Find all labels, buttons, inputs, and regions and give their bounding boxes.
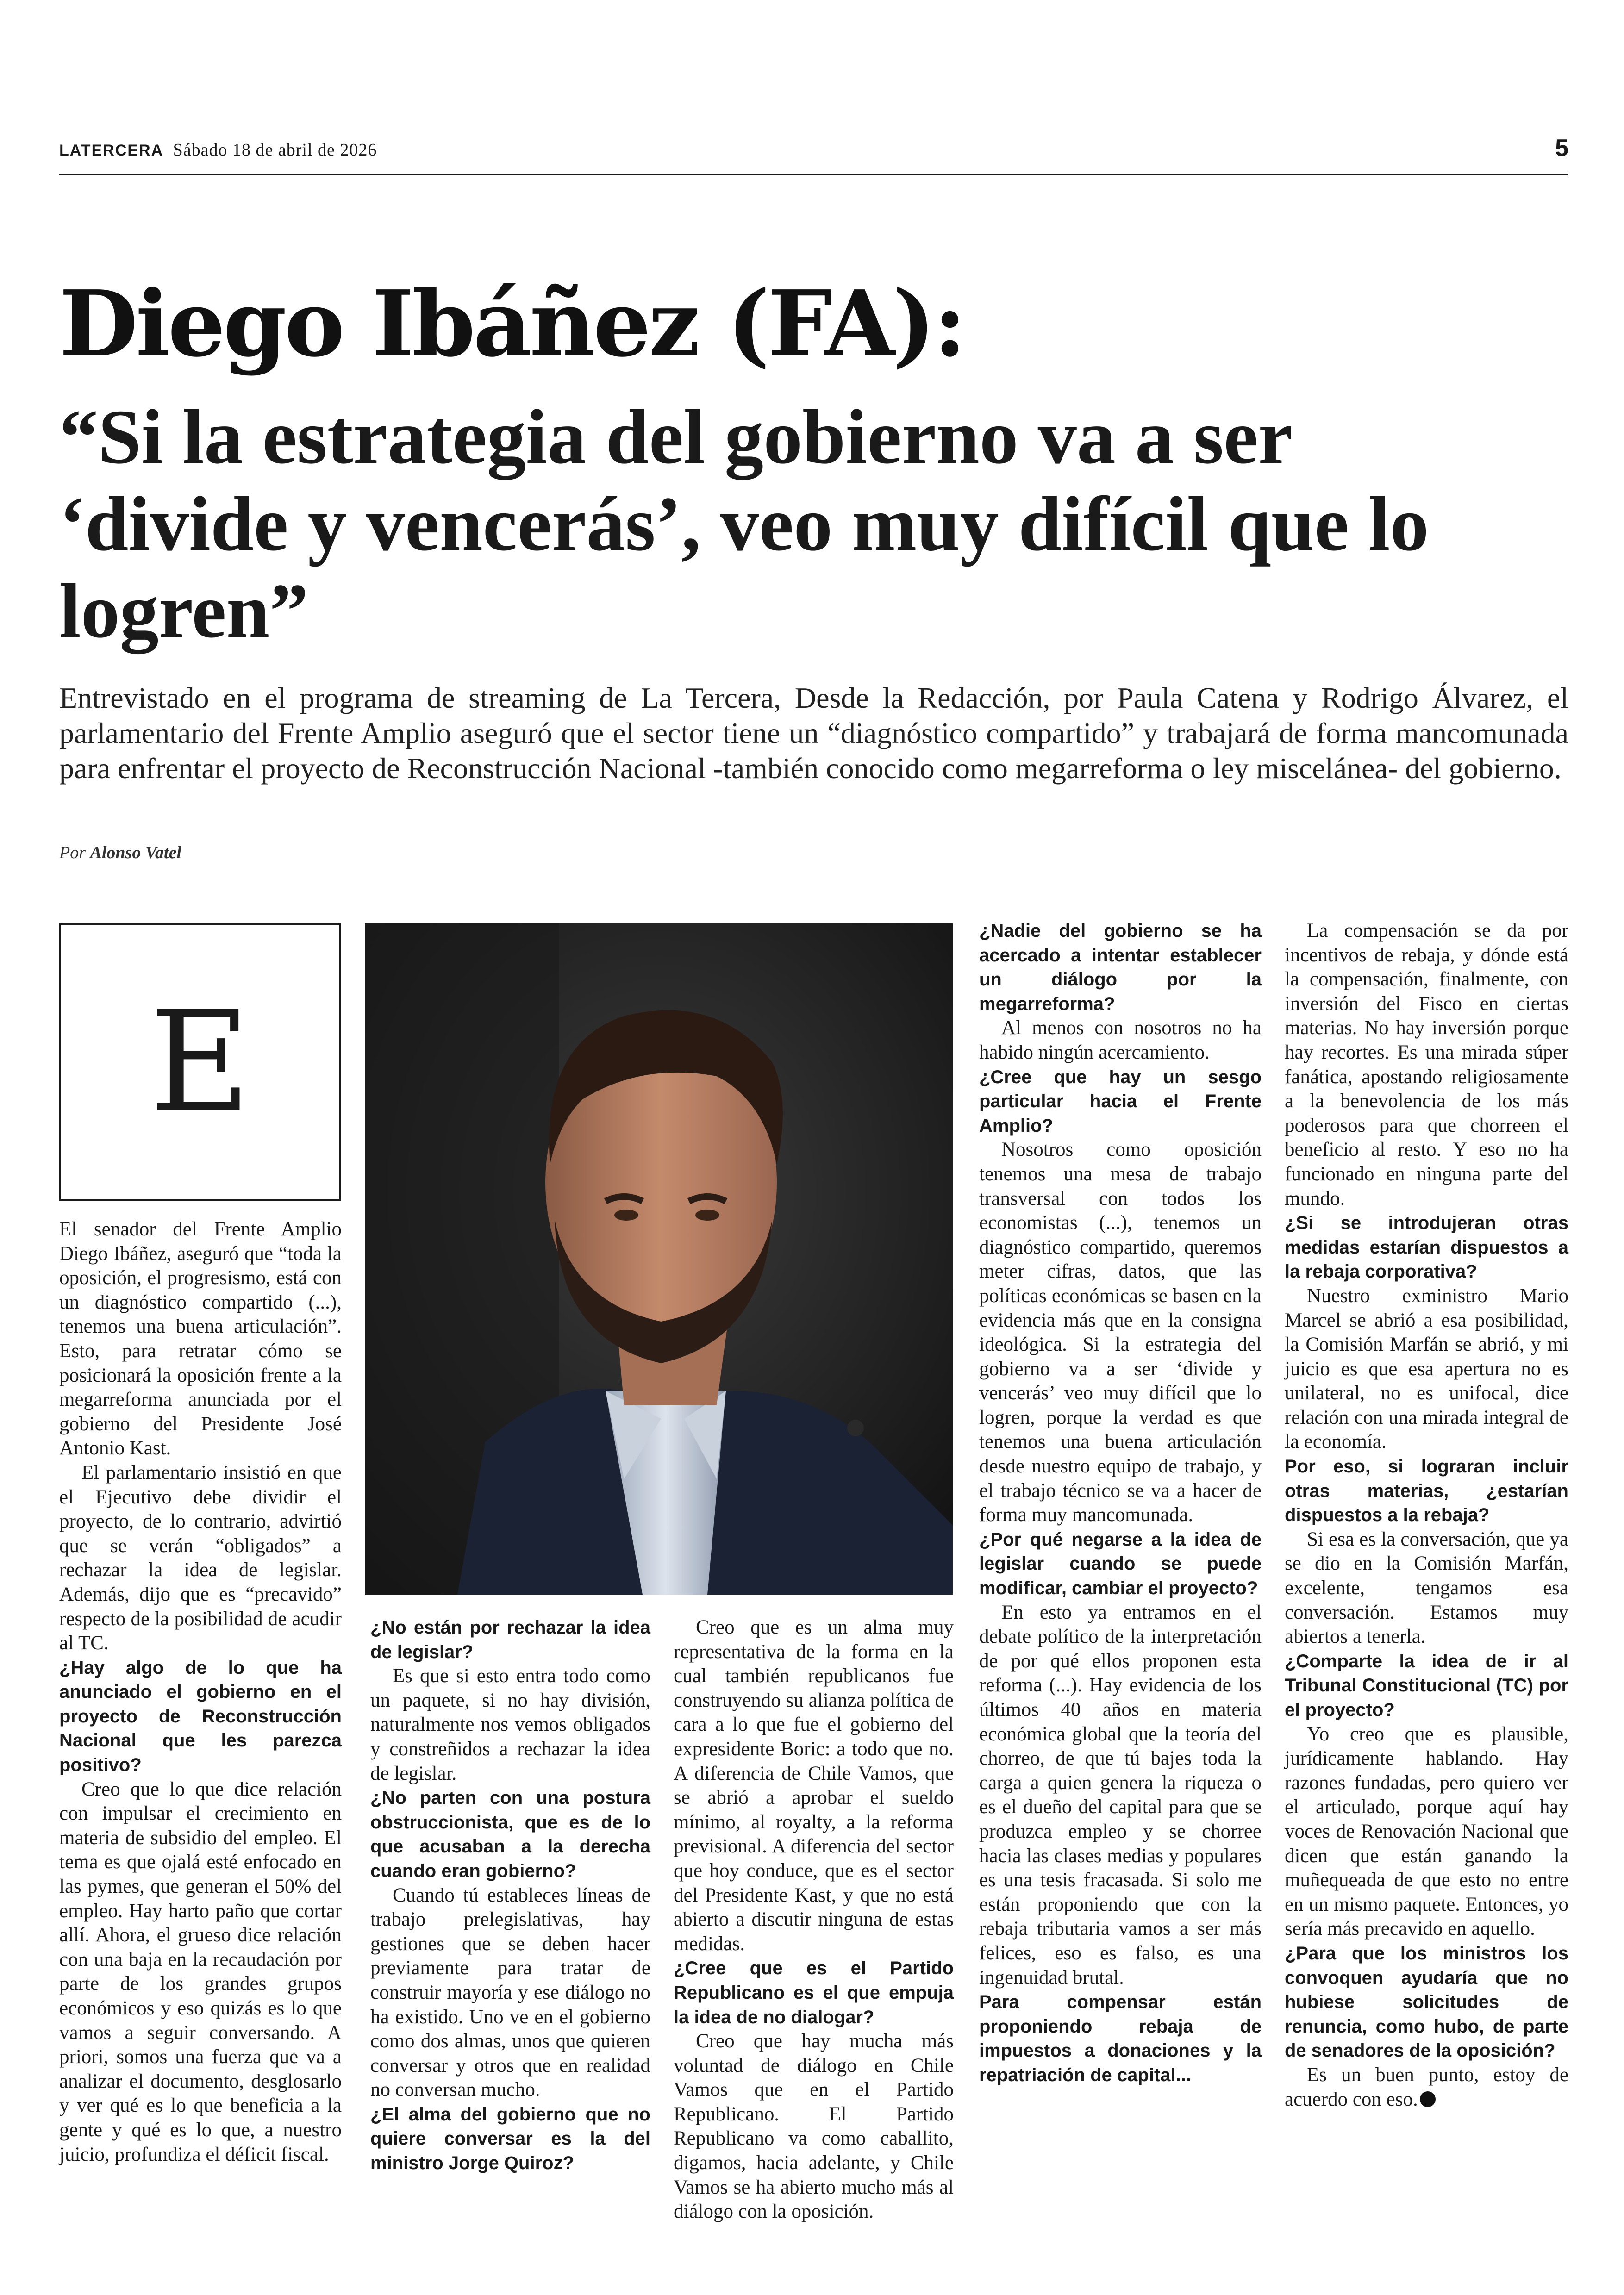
body-column-4 [979, 919, 1262, 2088]
interview-answer: Nosotros como oposición tenemos una mesa de trabajo transversal con todos los economistas (...), tenemos un diagnóstico compartido, queremos meter cifras, datos, que las políticas económicas se basen en la evidencia más que en la consigna ideológica. Si la estrategia del gobierno va a ser ‘divide y vencerás’ veo muy difícil que lo logren, porque la verdad es que tenemos una buena articulación desde nuestro equipo de trabajo, y el trabajo técnico se va a hacer de forma muy mancomunada. [979, 1139, 1262, 1526]
interview-answer [1285, 2063, 1568, 2112]
interview-question: ¿Nadie del gobierno se ha acercado a intentar establecer un diálogo por la megarreforma? [979, 921, 1262, 1014]
dropcap-letter: E [149, 981, 251, 1143]
article-lede: Entrevistado en el programa de streaming de La Tercera, Desde la Redacción, por Paula Catena y Rodrigo Álvarez, el parlamentario del Frente Amplio aseguró que el sector tiene un “diagnóstico compartido” y trabajará de forma mancomunada para enfrentar el proyecto de Reconstrucción Nacional -también conocido como megarreforma o ley miscelánea- del gobierno. [59, 681, 1568, 785]
final-answer-text: Es un buen punto, estoy de acuerdo con eso. [1285, 2064, 1568, 2110]
interview-question: ¿Para que los ministros los convoquen ayudaría que no hubiese solicitudes de renuncia, como hubo, de parte de senadores de la oposición? [1285, 1943, 1568, 2061]
interview-question: ¿El alma del gobierno que no quiere conversar es la del ministro Jorge Quiroz? [370, 2104, 650, 2174]
paragraph: El parlamentario insistió en que el Ejecutivo debe dividir el proyecto, de lo contrario, advirtió que se verán “obligados” a rechazar la idea de legislar. Además, dijo que es “precavido” respecto de la posibilidad de acudir al TC. [59, 1461, 342, 1654]
portrait-photo [365, 923, 953, 1595]
interview-answer: Si esa es la conversación, que ya se dio en la Comisión Marfán, excelente, tengamos esa conversación. Estamos muy abiertos a tenerla. [1285, 1528, 1568, 1648]
newspaper-brand: LATERCERA [59, 142, 164, 159]
issue-date: Sábado 18 de abril de 2026 [173, 140, 377, 160]
page-number: 5 [1555, 135, 1568, 162]
interview-question: ¿Cree que hay un sesgo particular hacia el Frente Amplio? [979, 1066, 1262, 1136]
portrait-illustration [365, 923, 953, 1595]
body-column-3 [674, 1615, 954, 2224]
body-column-2 [370, 1615, 650, 2176]
headline-name: Diego Ibáñez (FA): [59, 271, 965, 377]
interview-answer: La compensación se da por incentivos de rebaja, y dónde está la compensación, finalmente, con inversión del Fisco en ciertas materias. No hay inversión porque hay recortes. Es una mirada súper fanática, apostando religiosamente a la benevolencia de los más poderosos para que chorreen el beneficio al resto. Y eso no ha funcionado en ninguna parte del mundo. [1285, 920, 1568, 1210]
interview-question: ¿No parten con una postura obstruccionista, que es de lo que acusaban a la derecha cuando eran gobierno? [370, 1788, 650, 1881]
interview-question: ¿Cree que es el Partido Republicano es el que empuja la idea de no dialogar? [674, 1958, 954, 2027]
interview-question: ¿Hay algo de lo que ha anunciado el gobierno en el proyecto de Reconstrucción Nacional que les parezca positivo? [59, 1657, 342, 1776]
byline-prefix: Por [59, 843, 86, 862]
interview-answer: Creo que lo que dice relación con impulsar el crecimiento en materia de subsidio del empleo. El tema es que ojalá esté enfocado en las pymes, que generan el 50% del empleo. Hay harto paño que cortar allí. Ahora, el grueso dice relación con una baja en la recaudación por parte de los grandes grupos económicos y eso quizás es lo que vamos a seguir conversando. A priori, somos una fuerza que va a analizar el documento, desglosarlo y ver qué es lo que beneficia a la gente y qué es lo que, a nuestro juicio, profundiza el déficit fiscal. [59, 1778, 342, 2165]
page-header [59, 134, 1568, 167]
interview-question: Por eso, si lograran incluir otras materias, ¿estarían dispuestos a la rebaja? [1285, 1456, 1568, 1526]
masthead [59, 140, 377, 160]
interview-question: ¿Comparte la idea de ir al Tribunal Constitucional (TC) por el proyecto? [1285, 1651, 1568, 1720]
interview-answer: En esto ya entramos en el debate político de la interpretación de por qué ellos proponen esta reforma (...). Hay evidencia de los últimos 40 años en materia económica global que la teoría del chorreo, de que tú bajes toda la carga a quien genera la riqueza o es el dueño del capital para que se produzca empleo y se chorree hacia las clases medias y populares es una tesis fracasada. Si solo me están proponiendo que con la rebaja tributaria vamos a ser más felices, eso es falso, es una ingenuidad brutal. [979, 1601, 1262, 1989]
interview-answer: Yo creo que es plausible, jurídicamente hablando. Hay razones fundadas, pero quiero ver el articulado, porque aquí hay voces de Renovación Nacional que dicen que están ganando la muñequeada de que esto no entre en un mismo paquete. Entonces, yo sería más precavido en aquello. [1285, 1723, 1568, 1940]
interview-question: ¿No están por rechazar la idea de legislar? [370, 1617, 650, 1662]
interview-answer: Nuestro exministro Mario Marcel se abrió a esa posibilidad, la Comisión Marfán se abrió, y mi juicio es que esa apertura no es unilateral, no es unifocal, dice relación con una mirada integral de la economía. [1285, 1285, 1568, 1453]
interview-question: ¿Si se introdujeran otras medidas estarían dispuestos a la rebaja corporativa? [1285, 1213, 1568, 1282]
end-of-article-mark [1420, 2091, 1436, 2107]
interview-question: ¿Por qué negarse a la idea de legislar cuando se puede modificar, cambiar el proyecto? [979, 1529, 1262, 1599]
interview-answer: Creo que hay mucha más voluntad de diálogo en Chile Vamos que en el Partido Republicano. El Partido Republicano va como caballito, digamos, hacia adelante, y Chile Vamos se ha abierto mucho más al diálogo con la oposición. [674, 2030, 954, 2223]
paragraph: El senador del Frente Amplio Diego Ibáñez, aseguró que “toda la oposición, el progresismo, está con un diagnóstico compartido (...), tenemos una buena articulación”. Esto, para retratar cómo se posicionará la oposición frente a la megarreforma anunciada por el gobierno del Presidente José Antonio Kast. [59, 1218, 342, 1459]
header-rule [59, 174, 1568, 175]
dropcap-box [59, 923, 341, 1201]
body-column-5 [1285, 919, 1568, 2112]
interview-answer: Es que si esto entra todo como un paquete, si no hay división, naturalmente nos vemos obligados y constreñidos a rechazar la idea de legislar. [370, 1665, 650, 1784]
interview-question: Para compensar están proponiendo rebaja de impuestos a donaciones y la repatriación de capital... [979, 1992, 1262, 2085]
interview-answer: Creo que es un alma muy representativa de la forma en la cual también republicanos fue construyendo su alianza política de cara a lo que fue el gobierno del expresidente Boric: a todo que no. A diferencia de Chile Vamos, que se abrió a aprobar el sueldo mínimo, al royalty, a la reforma previsional. A diferencia del sector que hoy conduce, que es el sector del Presidente Kast, y que no está abierto a discutir ninguna de estas medidas. [674, 1616, 954, 1955]
interview-answer: Al menos con nosotros no ha habido ningún acercamiento. [979, 1017, 1262, 1063]
body-column-1 [59, 1217, 342, 2167]
byline-author: Alonso Vatel [90, 843, 181, 862]
byline [59, 842, 181, 863]
headline-quote: “Si la estrategia del gobierno va a ser ‘divide y vencerás’, veo muy difícil que lo logren” [59, 394, 1429, 654]
interview-answer: Cuando tú estableces líneas de trabajo prelegislativas, hay gestiones que se deben hacer previamente para tratar de construir mayoría y ese diálogo no ha existido. Uno ve en el gobierno como dos almas, unos que quieren conversar y otros que en realidad no conversan mucho. [370, 1884, 650, 2101]
